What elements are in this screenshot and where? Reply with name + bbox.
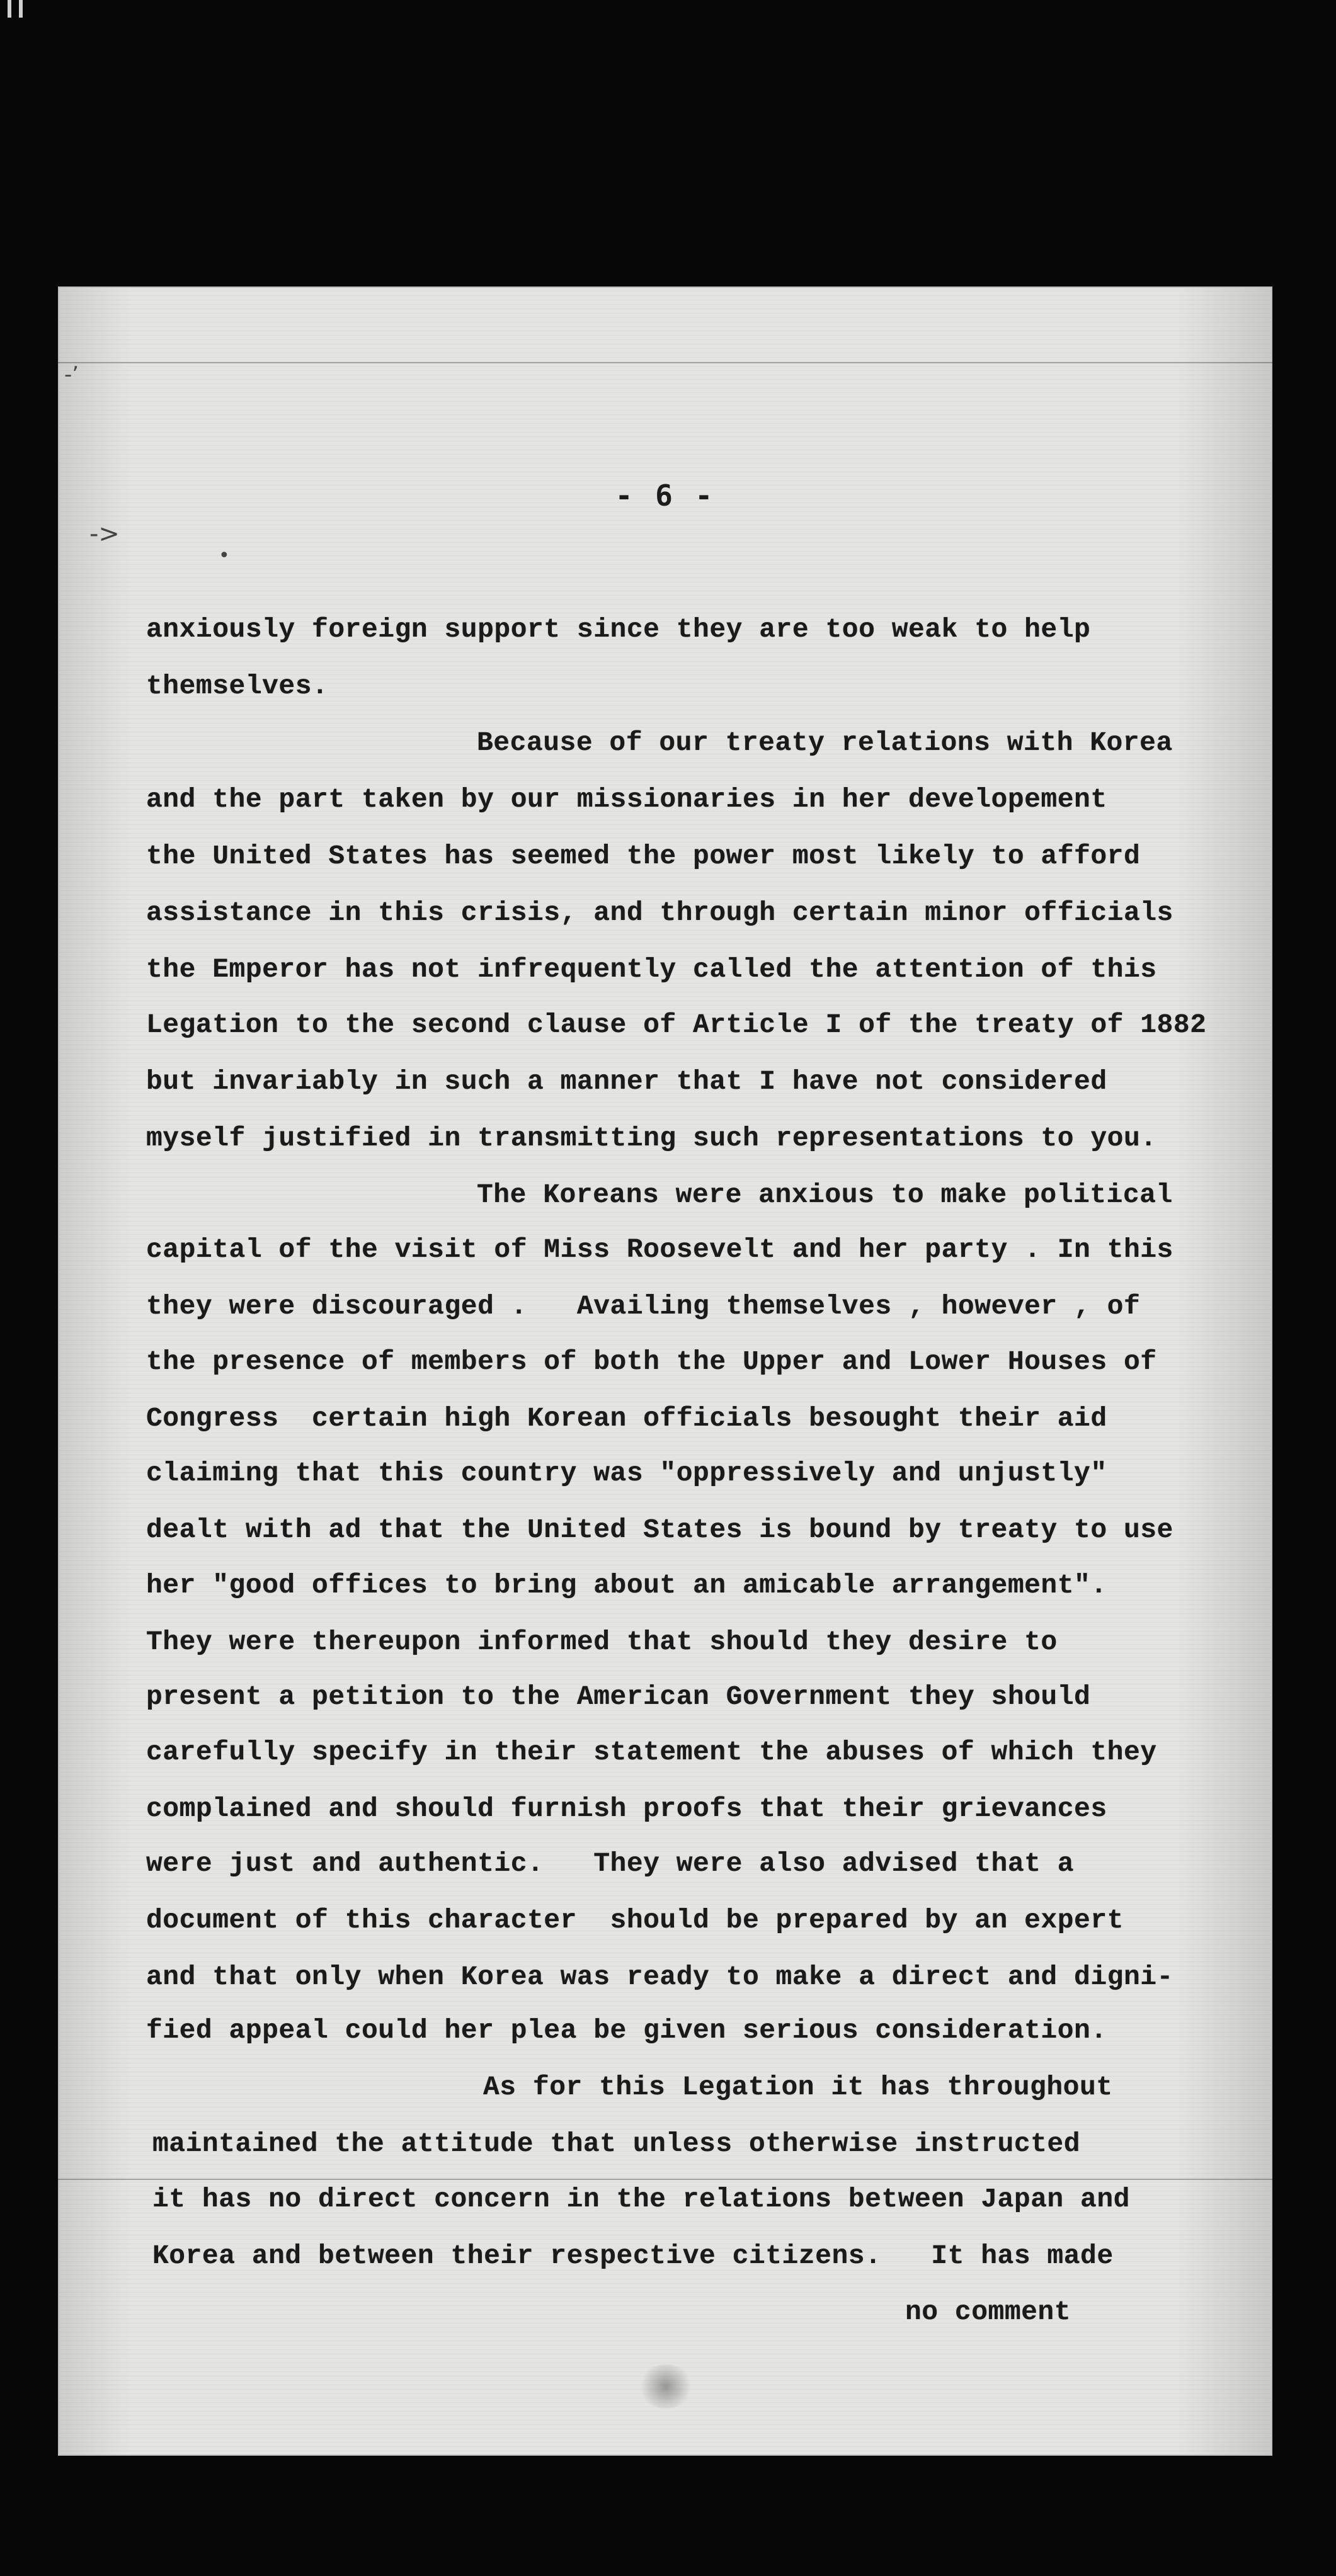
text-line: and that only when Korea was ready to make a direct and digni-: [146, 1961, 1173, 1992]
text-line: claiming that this country was "oppressively and unjustly": [146, 1458, 1107, 1489]
text-line: Because of our treaty relations with Korea: [477, 727, 1173, 758]
text-line: fied appeal could her plea be given serious consideration.: [146, 2015, 1107, 2046]
margin-mark: -’: [64, 362, 79, 387]
text-line: They were thereupon informed that should they desire to: [146, 1626, 1058, 1657]
text-line: the United States has seemed the power most likely to afford: [146, 841, 1141, 871]
document-page: [58, 287, 1272, 2456]
text-line: but invariably in such a manner that I have not considered: [146, 1066, 1107, 1097]
text-line: anxiously foreign support since they are too weak to help: [146, 614, 1091, 645]
text-line: dealt with ad that the United States is bound by treaty to use: [146, 1514, 1173, 1545]
text-line: document of this character should be prepared by an expert: [146, 1905, 1124, 1936]
text-line: maintained the attitude that unless otherwise instructed: [152, 2128, 1081, 2159]
page-rule: [58, 2179, 1272, 2180]
text-line: her "good offices to bring about an amicable arrangement".: [146, 1570, 1107, 1601]
text-line: capital of the visit of Miss Roosevelt and her party . In this: [146, 1234, 1173, 1265]
margin-mark: •: [219, 545, 230, 567]
text-line: Legation to the second clause of Article I of the treaty of 1882: [146, 1009, 1207, 1040]
film-edge-mark: [8, 0, 11, 18]
text-line: no comment: [905, 2296, 1071, 2327]
text-line: were just and authentic. They were also advised that a: [146, 1848, 1075, 1879]
margin-mark: ->: [89, 519, 120, 548]
text-line: complained and should furnish proofs that their grievances: [146, 1793, 1107, 1824]
text-line: the presence of members of both the Upper and Lower Houses of: [146, 1346, 1157, 1377]
text-line: myself justified in transmitting such representations to you.: [146, 1123, 1157, 1154]
page-number: - 6 -: [615, 479, 716, 513]
text-line: Congress certain high Korean officials besought their aid: [146, 1403, 1107, 1434]
text-line: themselves.: [146, 671, 329, 701]
smudge-mark: [637, 2364, 694, 2409]
text-line: they were discouraged . Availing themselves , however , of: [146, 1291, 1141, 1322]
text-line: The Koreans were anxious to make political: [477, 1179, 1173, 1210]
text-line: carefully specify in their statement the abuses of which they: [146, 1737, 1157, 1767]
text-line: present a petition to the American Government they should: [146, 1681, 1091, 1712]
text-line: As for this Legation it has throughout: [483, 2072, 1113, 2102]
page-rule: [58, 362, 1272, 363]
text-line: the Emperor has not infrequently called the attention of this: [146, 954, 1157, 985]
film-edge-mark: [19, 0, 23, 18]
text-line: and the part taken by our missionaries in her developement: [146, 784, 1107, 815]
text-line: Korea and between their respective citizens. It has made: [152, 2240, 1114, 2271]
text-line: it has no direct concern in the relations between Japan and: [152, 2184, 1130, 2215]
text-line: assistance in this crisis, and through certain minor officials: [146, 897, 1173, 928]
